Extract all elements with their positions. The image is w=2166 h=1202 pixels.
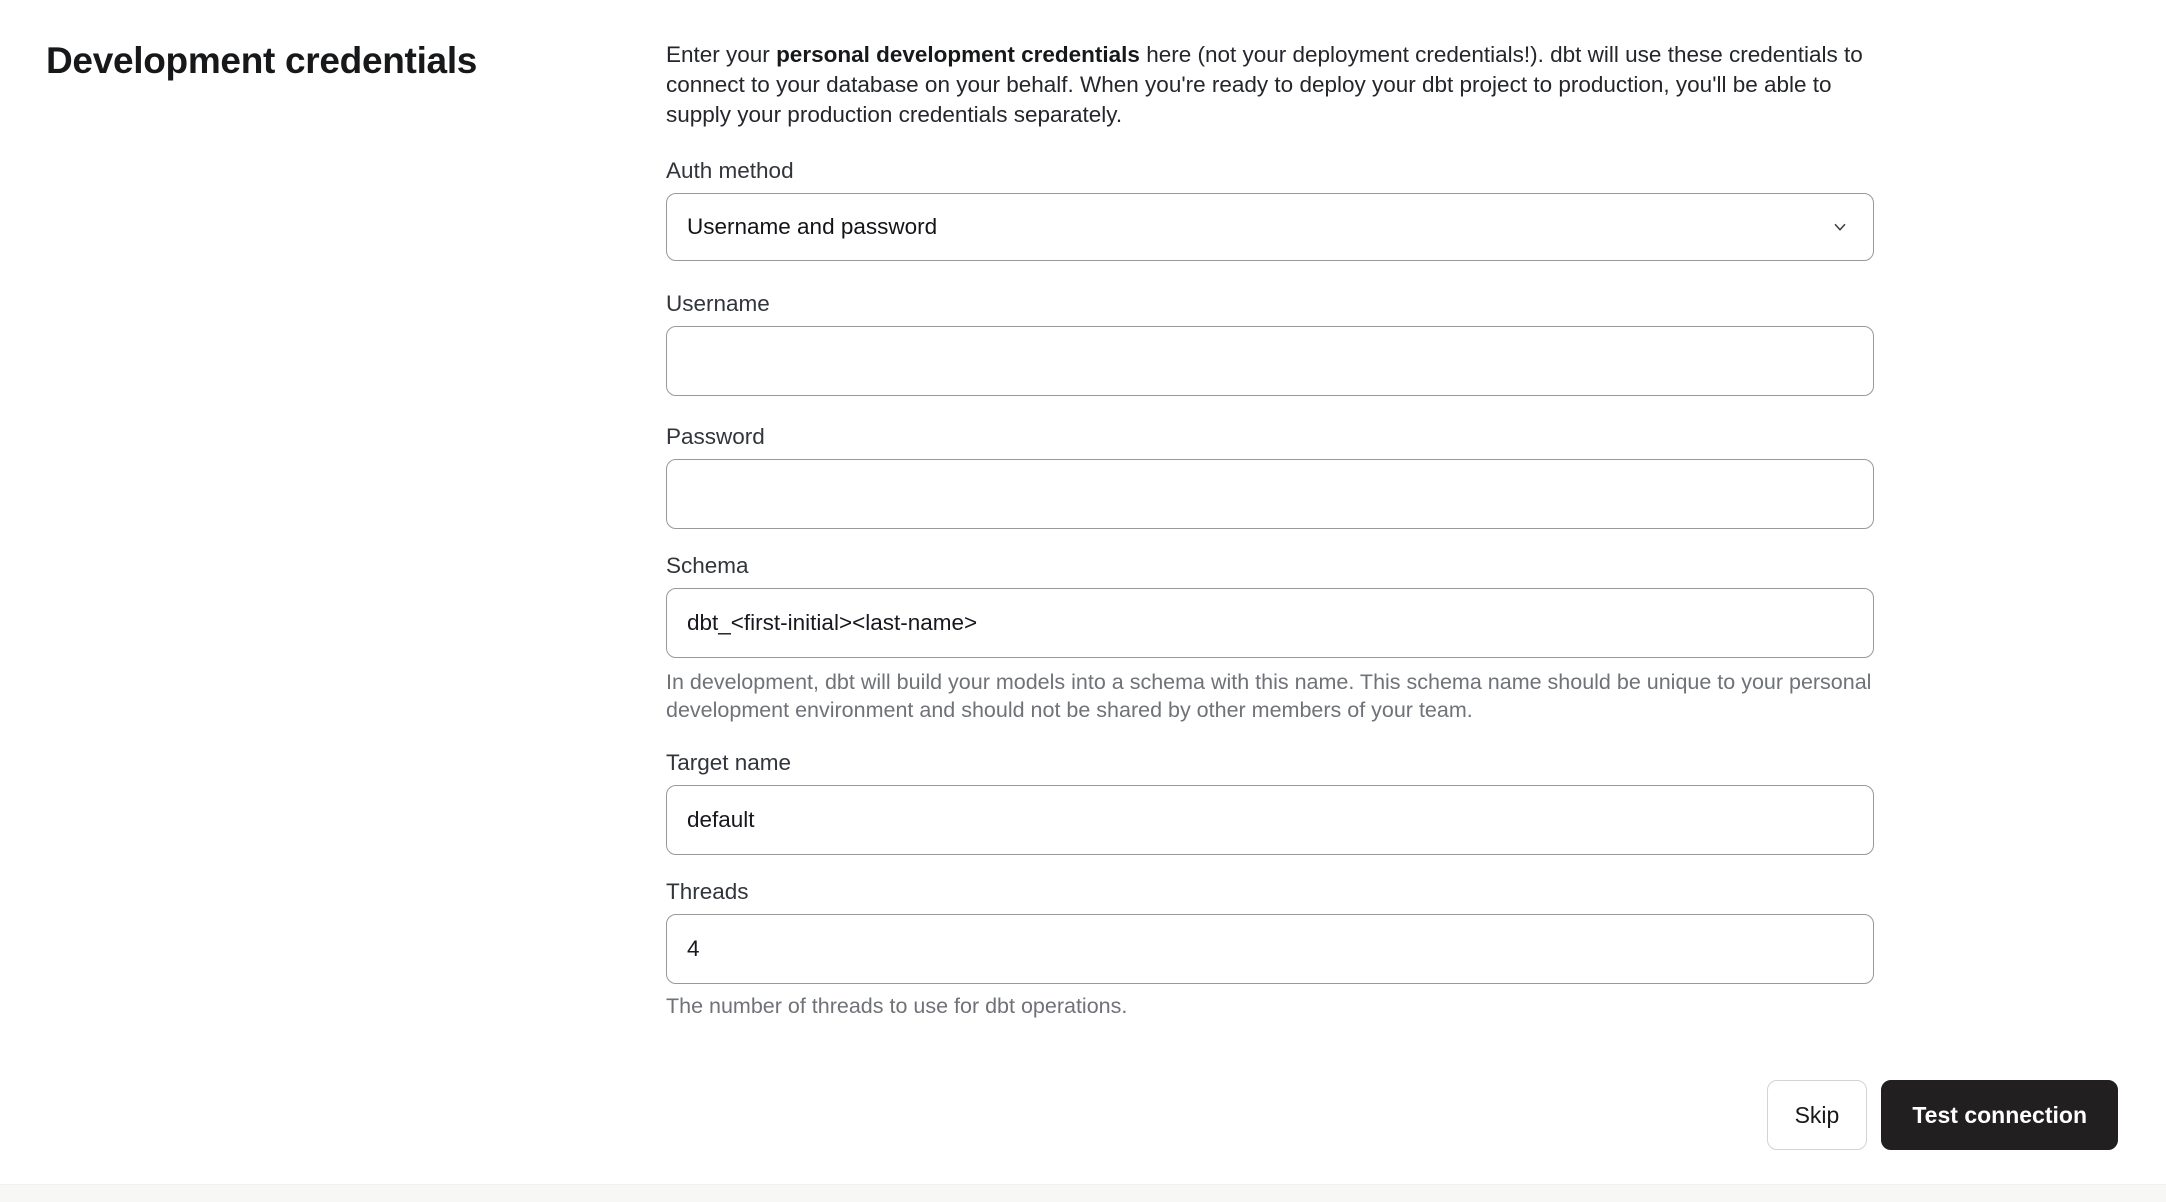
skip-button[interactable]: Skip — [1767, 1080, 1868, 1150]
auth-method-field — [666, 158, 1874, 261]
auth-method-label: Auth method — [666, 158, 794, 183]
chevron-down-icon — [1829, 216, 1851, 238]
username-input[interactable] — [666, 326, 1874, 396]
threads-label: Threads — [666, 879, 749, 904]
target-name-field — [666, 750, 1874, 855]
password-field — [666, 424, 1874, 529]
password-label: Password — [666, 424, 765, 449]
page-bottom-edge — [0, 1184, 2166, 1202]
username-label: Username — [666, 291, 770, 316]
target-name-label: Target name — [666, 750, 792, 775]
schema-field — [666, 553, 1874, 724]
credentials-form — [666, 40, 1874, 1020]
intro-text-pre: Enter your — [666, 42, 777, 67]
target-name-input[interactable] — [666, 785, 1874, 855]
threads-help-text: The number of threads to use for dbt operations. — [666, 994, 1128, 1018]
username-field — [666, 291, 1874, 396]
intro-text-bold: personal development credentials — [776, 42, 1140, 67]
auth-method-select[interactable] — [666, 193, 1874, 261]
threads-input[interactable] — [666, 914, 1874, 984]
intro-text-post: here (not your deployment credentials!). dbt will use these credentials to connect to your database on your behalf. When you're ready to deploy your dbt project to production, you'll be able to supply your production credentials separately. — [666, 42, 1863, 127]
test-connection-button[interactable]: Test connection — [1881, 1080, 2118, 1150]
footer-actions — [1767, 1080, 2118, 1150]
schema-input[interactable] — [666, 588, 1874, 658]
password-input[interactable] — [666, 459, 1874, 529]
threads-field — [666, 879, 1874, 1020]
auth-method-selected-value: Username and password — [687, 214, 938, 239]
schema-help-text: In development, dbt will build your models into a schema with this name. This schema name should be unique to your personal development environment and should not be shared by other members of your team. — [666, 670, 1872, 722]
page-title: Development credentials — [46, 40, 478, 81]
schema-label: Schema — [666, 553, 749, 578]
intro-paragraph — [666, 40, 1874, 130]
